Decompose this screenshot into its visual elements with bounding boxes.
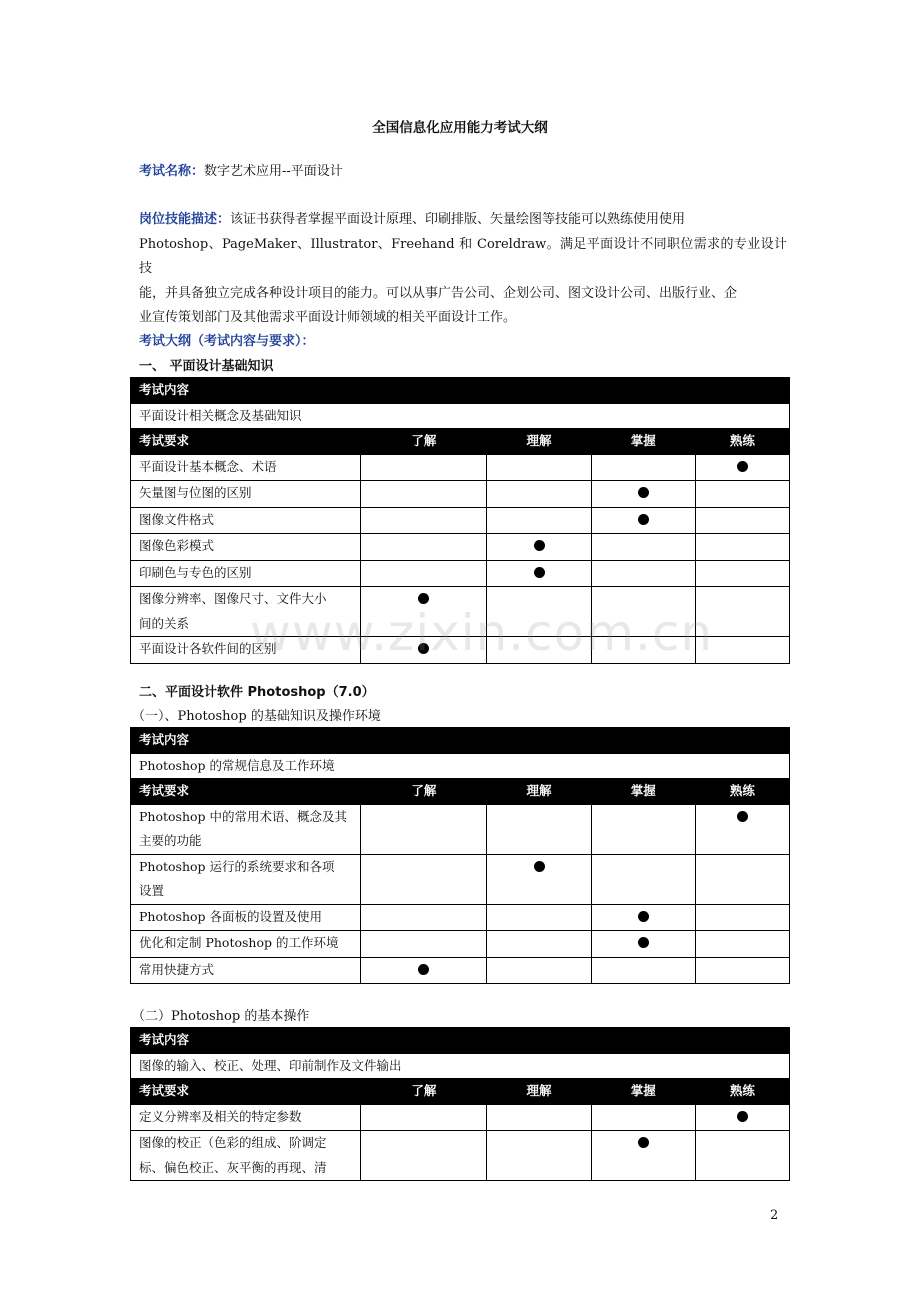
level-header: 熟练: [695, 429, 789, 455]
level-cell: [487, 957, 591, 984]
level-header: 熟练: [695, 779, 789, 805]
requirement-text: 矢量图与位图的区别: [139, 485, 252, 500]
requirement-text: 定义分辨率及相关的特定参数: [139, 1108, 302, 1124]
level-cell: [695, 507, 789, 534]
level-cell: [487, 931, 591, 958]
level-mark: [638, 937, 649, 948]
header-content: 考试内容: [131, 1028, 790, 1054]
requirement-item: [131, 534, 361, 561]
level-cell: [361, 507, 487, 534]
requirement-item: [131, 454, 361, 481]
requirement-text: 平面设计各软件间的区别: [139, 641, 277, 656]
level-header: 理解: [487, 779, 591, 805]
level-cell: [591, 1131, 695, 1181]
section1-heading: 一、 平面设计基础知识: [139, 359, 274, 374]
content-description: 图像的输入、校正、处理、印前制作及文件输出: [131, 1053, 790, 1079]
requirement-item: [131, 957, 361, 984]
watermark: www.zixin.com.cn: [250, 604, 714, 662]
table-row: [131, 1131, 790, 1181]
level-cell: [695, 804, 789, 854]
level-cell: [361, 931, 487, 958]
requirement-text: Photoshop 运行的系统要求和各项: [139, 858, 335, 874]
table-row: [131, 854, 790, 904]
level-header: 掌握: [591, 779, 695, 805]
requirement-item: [131, 481, 361, 508]
level-cell: [487, 1104, 591, 1131]
content-description: Photoshop 的常规信息及工作环境: [131, 753, 790, 779]
level-cell: [591, 931, 695, 958]
level-mark: [534, 567, 545, 578]
requirement-item: [131, 931, 361, 958]
level-cell: [361, 454, 487, 481]
requirement-text: 图像文件格式: [139, 511, 215, 527]
table-row: [131, 931, 790, 958]
level-mark: [737, 811, 748, 822]
level-cell: [487, 454, 591, 481]
level-cell: [487, 804, 591, 854]
level-header: 了解: [361, 429, 487, 455]
requirement-text: 优化和定制 Photoshop 的工作环境: [139, 935, 339, 950]
level-cell: [695, 957, 789, 984]
job-description: [139, 208, 787, 331]
level-cell: [695, 454, 789, 481]
level-cell: [591, 534, 695, 561]
level-cell: [695, 534, 789, 561]
requirement-item: [131, 1131, 361, 1181]
exam-name-label: 考试名称：: [139, 164, 205, 179]
table-row: [131, 481, 790, 508]
requirement-text: 设置: [139, 883, 165, 898]
level-cell: [591, 507, 695, 534]
level-mark: [418, 593, 429, 604]
level-header: 掌握: [591, 1079, 695, 1105]
table-row: [131, 957, 790, 984]
table-row: [131, 534, 790, 561]
level-cell: [361, 957, 487, 984]
level-cell: [361, 481, 487, 508]
requirement-item: [131, 507, 361, 534]
sub1-table: [130, 727, 790, 984]
level-cell: [591, 854, 695, 904]
level-header: 理解: [487, 1079, 591, 1105]
header-requirement: 考试要求: [131, 429, 361, 455]
requirement-text: 标、偏色校正、灰平衡的再现、清: [139, 1159, 327, 1175]
table-row: [131, 804, 790, 854]
requirement-item: [131, 1104, 361, 1131]
level-mark: [638, 487, 649, 498]
level-cell: [487, 560, 591, 587]
level-cell: [487, 481, 591, 508]
requirement-text: 平面设计基本概念、术语: [139, 458, 277, 474]
table-row: [131, 507, 790, 534]
level-header: 了解: [361, 779, 487, 805]
level-cell: [695, 1104, 789, 1131]
level-mark: [638, 1137, 649, 1148]
job-desc-line: 业宣传策划部门及其他需求平面设计师领域的相关平面设计工作。: [139, 310, 517, 325]
header-requirement: 考试要求: [131, 1079, 361, 1105]
level-cell: [695, 560, 789, 587]
level-mark: [737, 1111, 748, 1122]
level-cell: [487, 904, 591, 931]
requirement-text: 图像分辨率、图像尺寸、文件大小: [139, 591, 327, 606]
level-cell: [695, 904, 789, 931]
page-title: 全国信息化应用能力考试大纲: [372, 120, 548, 136]
level-cell: [591, 957, 695, 984]
level-cell: [361, 854, 487, 904]
table-row: [131, 560, 790, 587]
level-cell: [487, 1131, 591, 1181]
sub2-table: [130, 1027, 790, 1181]
header-content: 考试内容: [131, 728, 790, 754]
level-cell: [361, 904, 487, 931]
job-desc-line: 能，并具备独立完成各种设计项目的能力。可以从事广告公司、企划公司、图文设计公司、出版行业、企: [139, 285, 738, 301]
requirement-item: [131, 904, 361, 931]
requirement-text: 印刷色与专色的区别: [139, 564, 252, 580]
sub2-heading: （二）Photoshop 的基本操作: [132, 1009, 310, 1024]
level-cell: [695, 931, 789, 958]
level-cell: [361, 1131, 487, 1181]
job-desc-line: Photoshop、PageMaker、Illustrator、Freehand 和 Coreldraw。满足平面设计不同职位需求的专业设计技: [139, 236, 787, 276]
table-row: [131, 454, 790, 481]
requirement-item: [131, 560, 361, 587]
table-row: [131, 904, 790, 931]
requirement-text: Photoshop 各面板的设置及使用: [139, 908, 323, 924]
level-cell: [591, 1104, 695, 1131]
level-cell: [487, 854, 591, 904]
header-content: 考试内容: [131, 378, 790, 404]
header-requirement: 考试要求: [131, 779, 361, 805]
level-mark: [534, 861, 545, 872]
level-mark: [638, 514, 649, 525]
level-cell: [361, 534, 487, 561]
level-cell: [591, 454, 695, 481]
level-cell: [591, 804, 695, 854]
requirement-item: [131, 804, 361, 854]
requirement-text: Photoshop 中的常用术语、概念及其: [139, 808, 348, 824]
requirement-text: 图像的校正（色彩的组成、阶调定: [139, 1135, 327, 1150]
level-cell: [487, 507, 591, 534]
level-header: 理解: [487, 429, 591, 455]
level-cell: [591, 904, 695, 931]
level-mark: [638, 911, 649, 922]
requirement-text: 间的关系: [139, 615, 190, 631]
section2-heading: 二、平面设计软件 Photoshop（7.0）: [139, 685, 375, 700]
requirement-item: [131, 854, 361, 904]
job-desc-line: 该证书获得者掌握平面设计原理、印刷排版、矢量绘图等技能可以熟练使用使用: [230, 212, 686, 227]
page-number: 2: [770, 1208, 779, 1223]
content-description: 平面设计相关概念及基础知识: [131, 403, 790, 429]
level-mark: [418, 964, 429, 975]
exam-name-value: 数字艺术应用--平面设计: [204, 164, 343, 179]
level-cell: [695, 1131, 789, 1181]
level-cell: [361, 1104, 487, 1131]
level-cell: [361, 560, 487, 587]
requirement-text: 主要的功能: [139, 833, 202, 848]
level-header: 了解: [361, 1079, 487, 1105]
level-mark: [534, 540, 545, 551]
level-header: 掌握: [591, 429, 695, 455]
level-mark: [737, 461, 748, 472]
exam-name-line: [139, 160, 787, 185]
outline-heading: 考试大纲（考试内容与要求）：: [139, 334, 315, 349]
sub1-heading: （一）、Photoshop 的基础知识及操作环境: [132, 709, 381, 724]
level-cell: [591, 560, 695, 587]
level-cell: [361, 804, 487, 854]
requirement-text: 常用快捷方式: [139, 961, 215, 977]
requirement-text: 图像色彩模式: [139, 538, 215, 553]
job-desc-label: 岗位技能描述：: [139, 212, 231, 227]
level-cell: [695, 854, 789, 904]
level-cell: [695, 481, 789, 508]
level-header: 熟练: [695, 1079, 789, 1105]
table-row: [131, 1104, 790, 1131]
level-cell: [591, 481, 695, 508]
level-cell: [487, 534, 591, 561]
